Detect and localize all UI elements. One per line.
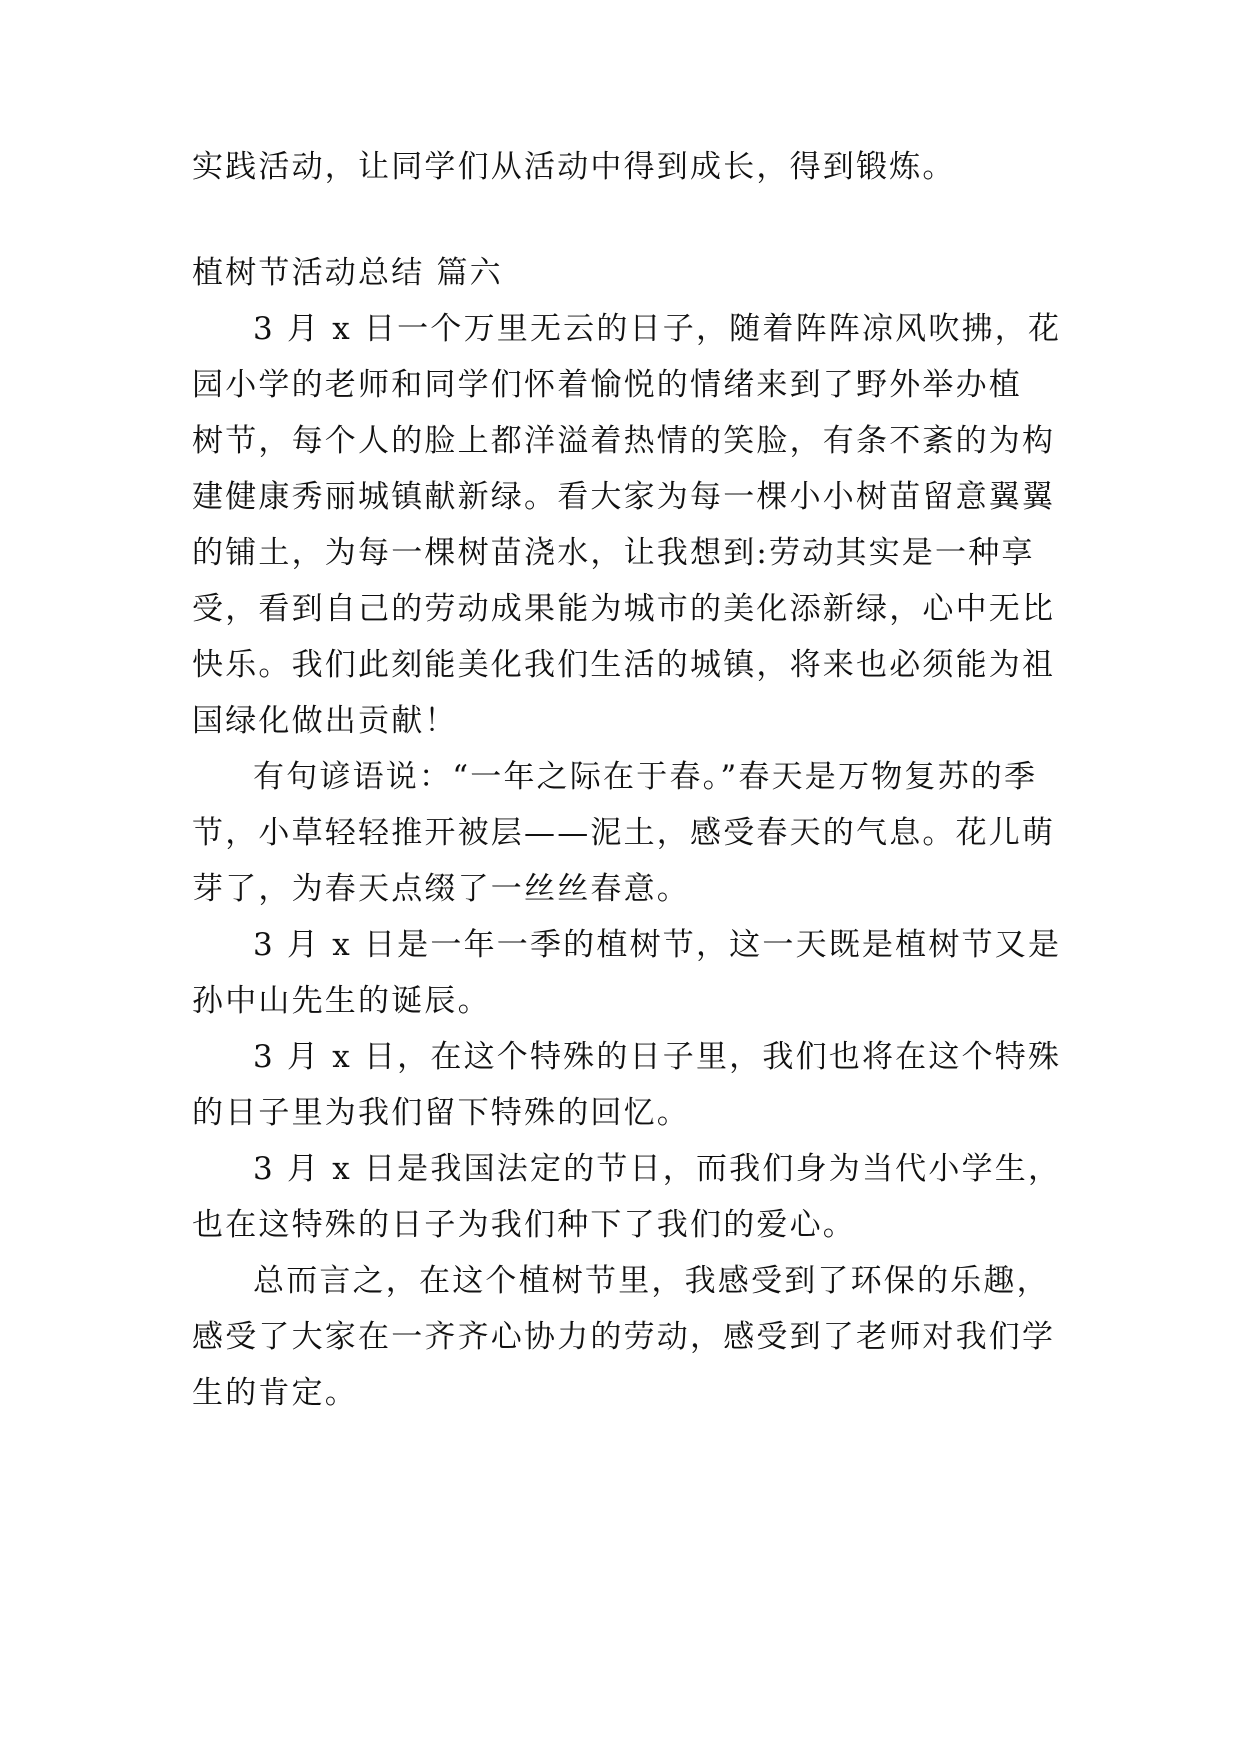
- text-line: 3 月 x 日，在这个特殊的日子里，我们也将在这个特殊: [253, 1039, 1062, 1075]
- text-line: 的日子里为我们留下特殊的回忆。: [192, 1095, 690, 1131]
- text-line: 孙中山先生的诞辰。: [192, 983, 491, 1019]
- text-line: 3 月 x 日是一年一季的植树节，这一天既是植树节又是: [253, 927, 1062, 963]
- text-line: 树节，每个人的脸上都洋溢着热情的笑脸，有条不紊的为构: [192, 423, 1056, 459]
- text-line: 3 月 x 日是我国法定的节日，而我们身为当代小学生，: [253, 1151, 1062, 1187]
- text-line: 国绿化做出贡献！: [192, 703, 458, 739]
- text-line: 园小学的老师和同学们怀着愉悦的情绪来到了野外举办植: [192, 367, 1022, 403]
- text-line: 节，小草轻轻推开被层——泥土，感受春天的气息。花儿萌: [192, 815, 1056, 851]
- text-line: 实践活动，让同学们从活动中得到成长，得到锻炼。: [192, 149, 956, 185]
- text-line: 生的肯定。: [192, 1375, 358, 1411]
- text-line: 3 月 x 日一个万里无云的日子，随着阵阵凉风吹拂，花: [253, 311, 1062, 347]
- text-line: 快乐。我们此刻能美化我们生活的城镇，将来也必须能为祖: [192, 647, 1056, 683]
- section-heading: 植树节活动总结 篇六: [192, 255, 503, 291]
- text-line: 总而言之，在这个植树节里，我感受到了环保的乐趣，: [253, 1263, 1050, 1299]
- text-line: 的铺土，为每一棵树苗浇水，让我想到:劳动其实是一种享: [192, 535, 1035, 571]
- text-line: 受，看到自己的劳动成果能为城市的美化添新绿，心中无比: [192, 591, 1056, 627]
- text-line: 建健康秀丽城镇献新绿。看大家为每一棵小小树苗留意翼翼: [192, 479, 1056, 515]
- text-line: 有句谚语说：“一年之际在于春。”春天是万物复苏的季: [253, 759, 1038, 795]
- text-line: 感受了大家在一齐齐心协力的劳动，感受到了老师对我们学: [192, 1319, 1056, 1355]
- text-line: 也在这特殊的日子为我们种下了我们的爱心。: [192, 1207, 856, 1243]
- text-line: 芽了，为春天点缀了一丝丝春意。: [192, 871, 690, 907]
